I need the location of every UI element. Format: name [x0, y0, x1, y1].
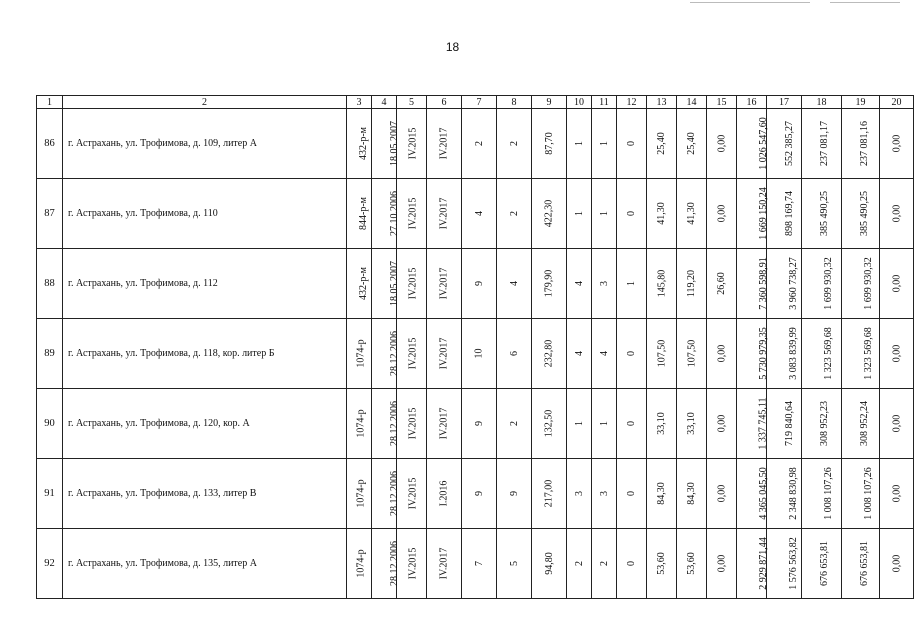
value-cell — [372, 249, 400, 319]
cell-value: 898 169,74 — [784, 191, 795, 236]
value-cell — [347, 319, 372, 389]
value-cell — [427, 459, 462, 529]
cell-value: 308 952,24 — [859, 401, 870, 446]
cell-value: 1 — [573, 211, 585, 216]
cell-value: 432-р-м — [358, 267, 369, 300]
value-cell — [462, 249, 497, 319]
cell-value: 1074-р — [355, 479, 367, 508]
cell-value: 2 348 830,98 — [787, 467, 799, 520]
value-cell — [397, 389, 427, 459]
cell-value: 107,50 — [686, 339, 697, 368]
value-cell — [427, 529, 462, 599]
cell-value: I.2016 — [438, 480, 450, 507]
value-cell — [737, 249, 767, 319]
value-cell — [567, 319, 592, 389]
cell-value: 28.12.2006 — [389, 401, 400, 446]
column-header: 20 — [880, 96, 914, 109]
value-cell — [880, 459, 914, 529]
address-cell: г. Астрахань, ул. Трофимова, д. 112 — [63, 249, 347, 319]
cell-value: 1074-р — [355, 409, 367, 438]
value-cell — [397, 459, 427, 529]
value-cell — [647, 109, 677, 179]
value-cell — [802, 529, 842, 599]
cell-value: 0 — [626, 421, 637, 426]
value-cell — [647, 529, 677, 599]
value-cell — [567, 109, 592, 179]
value-cell — [372, 459, 400, 529]
value-cell — [532, 389, 567, 459]
cell-value: 676 653,81 — [819, 541, 830, 586]
column-header: 7 — [462, 96, 497, 109]
cell-value: 2 — [508, 421, 520, 426]
table-row — [37, 179, 914, 249]
value-cell — [677, 389, 707, 459]
value-cell — [462, 459, 497, 529]
value-cell — [617, 179, 647, 249]
value-cell — [677, 109, 707, 179]
address-cell: г. Астрахань, ул. Трофимова, д. 118, кор. литер Б — [63, 319, 347, 389]
value-cell — [880, 109, 914, 179]
column-header: 6 — [427, 96, 462, 109]
value-cell — [647, 459, 677, 529]
value-cell — [707, 529, 737, 599]
cell-value: 33,10 — [686, 412, 697, 435]
value-cell — [802, 389, 842, 459]
cell-value: IV.2015 — [407, 477, 419, 510]
value-cell — [567, 179, 592, 249]
value-cell — [737, 319, 767, 389]
address-cell: г. Астрахань, ул. Трофимова, д. 109, литер А — [63, 109, 347, 179]
value-cell — [707, 109, 737, 179]
value-cell — [880, 529, 914, 599]
value-cell — [532, 529, 567, 599]
value-cell — [767, 179, 802, 249]
value-cell — [880, 319, 914, 389]
value-cell — [647, 319, 677, 389]
table-row — [37, 529, 914, 599]
cell-value: 25,40 — [686, 132, 697, 155]
cell-value: IV.2015 — [407, 547, 419, 580]
value-cell — [617, 109, 647, 179]
cell-value: IV.2017 — [438, 407, 450, 440]
table-row — [37, 109, 914, 179]
column-header: 14 — [677, 96, 707, 109]
value-cell — [592, 319, 617, 389]
column-header: 15 — [707, 96, 737, 109]
cell-value: 5 — [508, 561, 520, 566]
value-cell — [842, 529, 880, 599]
value-cell — [842, 389, 880, 459]
column-header: 17 — [767, 96, 802, 109]
cell-value: 41,30 — [686, 202, 697, 225]
value-cell — [767, 389, 802, 459]
cell-value: 87,70 — [543, 132, 555, 155]
value-cell — [767, 529, 802, 599]
value-cell — [677, 319, 707, 389]
cell-value: 3 — [598, 281, 610, 286]
cell-value: 0,00 — [716, 554, 727, 573]
value-cell — [617, 319, 647, 389]
value-cell — [347, 249, 372, 319]
cell-value: 18.05.2007 — [389, 261, 400, 306]
value-cell — [647, 249, 677, 319]
value-cell — [617, 389, 647, 459]
cell-value: 237 081,16 — [859, 121, 870, 166]
value-cell — [497, 319, 532, 389]
cell-value: 4 — [573, 351, 585, 356]
cell-value: 0,00 — [891, 204, 902, 223]
value-cell — [707, 179, 737, 249]
value-cell — [842, 459, 880, 529]
value-cell — [567, 459, 592, 529]
cell-value: 53,60 — [686, 552, 697, 575]
cell-value: 237 081,17 — [819, 121, 830, 166]
table-row — [37, 319, 914, 389]
cell-value: IV.2015 — [407, 267, 419, 300]
cell-value: 1 — [626, 281, 637, 286]
value-cell — [347, 109, 372, 179]
cell-value: 0,00 — [716, 344, 727, 363]
column-header: 8 — [497, 96, 532, 109]
cell-value: 132,50 — [543, 409, 555, 438]
value-cell — [462, 529, 497, 599]
value-cell — [427, 319, 462, 389]
value-cell — [617, 249, 647, 319]
cell-value: 7 360 598,91 — [757, 257, 769, 310]
cell-value: 0,00 — [891, 484, 902, 503]
cell-value: 9 — [508, 491, 520, 496]
cell-value: 0 — [626, 351, 637, 356]
address-cell: г. Астрахань, ул. Трофимова, д. 110 — [63, 179, 347, 249]
value-cell — [880, 249, 914, 319]
table-header-row — [37, 96, 914, 109]
cell-value: 2 — [573, 561, 585, 566]
column-header: 4 — [372, 96, 397, 109]
cell-value: 422,30 — [543, 199, 555, 228]
column-header: 3 — [347, 96, 372, 109]
cell-value: 3 — [598, 491, 610, 496]
address-cell: г. Астрахань, ул. Трофимова, д. 133, литер В — [63, 459, 347, 529]
cell-value: 4 — [473, 211, 485, 216]
cell-value: IV.2015 — [407, 127, 419, 160]
value-cell — [397, 109, 427, 179]
cell-value: 0 — [626, 211, 637, 216]
value-cell — [397, 249, 427, 319]
cell-value: 1 — [573, 421, 585, 426]
value-cell — [567, 249, 592, 319]
cell-value: 308 952,23 — [819, 401, 830, 446]
row-number-cell: 88 — [37, 249, 63, 319]
cell-value: 432-р-м — [358, 127, 369, 160]
value-cell — [677, 179, 707, 249]
row-number-cell: 87 — [37, 179, 63, 249]
cell-value: 1074-р — [355, 549, 367, 578]
cell-value: 232,80 — [543, 339, 555, 368]
value-cell — [842, 179, 880, 249]
value-cell — [592, 459, 617, 529]
value-cell — [462, 179, 497, 249]
value-cell — [737, 179, 767, 249]
cell-value: 2 — [508, 211, 520, 216]
value-cell — [427, 179, 462, 249]
column-header: 16 — [737, 96, 767, 109]
cell-value: 6 — [508, 351, 520, 356]
value-cell — [372, 179, 400, 249]
cell-value: IV.2017 — [438, 547, 450, 580]
cell-value: 4 365 045,50 — [757, 467, 769, 520]
cell-value: 145,80 — [656, 269, 667, 298]
value-cell — [497, 109, 532, 179]
cell-value: 719 840,64 — [784, 401, 795, 446]
cell-value: 2 — [508, 141, 520, 146]
cell-value: 0,00 — [716, 484, 727, 503]
cell-value: 94,80 — [543, 552, 555, 575]
cell-value: 18.05.2007 — [389, 121, 400, 166]
value-cell — [532, 319, 567, 389]
value-cell — [532, 109, 567, 179]
cell-value: 27.10.2006 — [389, 191, 400, 236]
value-cell — [767, 459, 802, 529]
top-edge-line — [830, 2, 900, 3]
table-row — [37, 459, 914, 529]
value-cell — [647, 389, 677, 459]
cell-value: 1 669 150,24 — [757, 187, 769, 240]
cell-value: 1 699 930,32 — [862, 257, 874, 310]
cell-value: 1 699 930,32 — [822, 257, 834, 310]
cell-value: 0,00 — [891, 134, 902, 153]
cell-value: 9 — [473, 281, 485, 286]
value-cell — [880, 389, 914, 459]
address-cell: г. Астрахань, ул. Трофимова, д. 135, литер А — [63, 529, 347, 599]
cell-value: 1 — [573, 141, 585, 146]
row-number-cell: 92 — [37, 529, 63, 599]
row-number-cell: 89 — [37, 319, 63, 389]
value-cell — [592, 249, 617, 319]
cell-value: 0,00 — [716, 204, 727, 223]
value-cell — [842, 319, 880, 389]
cell-value: 41,30 — [656, 202, 667, 225]
cell-value: 2 929 871,44 — [757, 537, 769, 590]
value-cell — [802, 319, 842, 389]
cell-value: 1 337 745,11 — [757, 397, 769, 450]
cell-value: 1 008 107,26 — [862, 467, 874, 520]
cell-value: 1 — [598, 421, 610, 426]
cell-value: 0,00 — [891, 344, 902, 363]
value-cell — [737, 389, 767, 459]
value-cell — [592, 109, 617, 179]
column-header: 19 — [842, 96, 880, 109]
page-number: 18 — [445, 40, 460, 54]
cell-value: IV.2017 — [438, 337, 450, 370]
cell-value: 1 — [598, 211, 610, 216]
cell-value: 1 323 569,68 — [822, 327, 834, 380]
row-number-cell: 86 — [37, 109, 63, 179]
value-cell — [497, 459, 532, 529]
value-cell — [497, 389, 532, 459]
value-cell — [397, 319, 427, 389]
cell-value: 0,00 — [891, 414, 902, 433]
value-cell — [707, 389, 737, 459]
cell-value: 7 — [473, 561, 485, 566]
cell-value: 1 008 107,26 — [822, 467, 834, 520]
cell-value: 385 490,25 — [819, 191, 830, 236]
value-cell — [647, 179, 677, 249]
cell-value: 552 385,27 — [784, 121, 795, 166]
column-header: 12 — [617, 96, 647, 109]
value-cell — [617, 459, 647, 529]
value-cell — [372, 319, 400, 389]
row-number-cell: 90 — [37, 389, 63, 459]
top-edge-line — [690, 2, 810, 3]
value-cell — [592, 179, 617, 249]
value-cell — [707, 319, 737, 389]
column-header: 1 — [37, 96, 63, 109]
cell-value: 84,30 — [686, 482, 697, 505]
cell-value: 5 730 979,35 — [757, 327, 769, 380]
cell-value: 1 323 569,68 — [862, 327, 874, 380]
cell-value: 179,90 — [543, 269, 555, 298]
column-header: 18 — [802, 96, 842, 109]
cell-value: 0,00 — [891, 274, 902, 293]
value-cell — [347, 179, 372, 249]
value-cell — [592, 389, 617, 459]
cell-value: 28.12.2006 — [389, 541, 400, 586]
column-header: 2 — [63, 96, 347, 109]
cell-value: 3 960 738,27 — [787, 257, 799, 310]
table-row — [37, 249, 914, 319]
row-number-cell: 91 — [37, 459, 63, 529]
value-cell — [842, 249, 880, 319]
column-header: 9 — [532, 96, 567, 109]
value-cell — [677, 459, 707, 529]
cell-value: IV.2015 — [407, 197, 419, 230]
value-cell — [802, 109, 842, 179]
cell-value: IV.2017 — [438, 267, 450, 300]
value-cell — [842, 109, 880, 179]
value-cell — [397, 179, 427, 249]
value-cell — [427, 249, 462, 319]
value-cell — [767, 249, 802, 319]
cell-value: 0,00 — [891, 554, 902, 573]
value-cell — [617, 529, 647, 599]
value-cell — [462, 389, 497, 459]
value-cell — [497, 179, 532, 249]
value-cell — [880, 179, 914, 249]
value-cell — [347, 459, 372, 529]
cell-value: 4 — [508, 281, 520, 286]
value-cell — [707, 249, 737, 319]
cell-value: 1 576 563,82 — [787, 537, 799, 590]
cell-value: 28.12.2006 — [389, 471, 400, 516]
value-cell — [372, 109, 400, 179]
value-cell — [592, 529, 617, 599]
value-cell — [767, 319, 802, 389]
table-row — [37, 389, 914, 459]
cell-value: 9 — [473, 491, 485, 496]
value-cell — [532, 459, 567, 529]
cell-value: IV.2017 — [438, 197, 450, 230]
column-header: 5 — [397, 96, 427, 109]
value-cell — [532, 179, 567, 249]
value-cell — [737, 459, 767, 529]
cell-value: 385 490,25 — [859, 191, 870, 236]
value-cell — [737, 529, 767, 599]
column-header: 11 — [592, 96, 617, 109]
value-cell — [497, 249, 532, 319]
cell-value: 10 — [473, 348, 485, 359]
cell-value: 844-р-м — [358, 197, 369, 230]
value-cell — [372, 389, 400, 459]
cell-value: 119,20 — [685, 269, 697, 298]
cell-value: 0 — [626, 491, 637, 496]
cell-value: 9 — [473, 421, 485, 426]
value-cell — [372, 529, 400, 599]
value-cell — [567, 529, 592, 599]
value-cell — [802, 459, 842, 529]
cell-value: 3 — [573, 491, 585, 496]
value-cell — [347, 389, 372, 459]
cell-value: 53,60 — [656, 552, 667, 575]
cell-value: 84,30 — [656, 482, 667, 505]
cell-value: 26,60 — [716, 272, 727, 295]
value-cell — [427, 389, 462, 459]
cell-value: 1074-р — [355, 339, 367, 368]
value-cell — [397, 529, 427, 599]
cell-value: 3 083 839,99 — [787, 327, 799, 380]
value-cell — [532, 249, 567, 319]
cell-value: 1 026 547,60 — [757, 117, 769, 170]
value-cell — [737, 109, 767, 179]
column-header: 10 — [567, 96, 592, 109]
address-cell: г. Астрахань, ул. Трофимова, д. 120, кор. А — [63, 389, 347, 459]
value-cell — [767, 109, 802, 179]
value-cell — [462, 109, 497, 179]
cell-value: 0,00 — [716, 134, 727, 153]
value-cell — [567, 389, 592, 459]
cell-value: IV.2015 — [407, 337, 419, 370]
value-cell — [677, 529, 707, 599]
cell-value: 217,00 — [543, 479, 555, 508]
cell-value: 33,10 — [656, 412, 667, 435]
cell-value: 25,40 — [656, 132, 667, 155]
value-cell — [462, 319, 497, 389]
cell-value: 4 — [573, 281, 585, 286]
cell-value: 28.12.2006 — [389, 331, 400, 376]
cell-value: 0,00 — [716, 414, 727, 433]
value-cell — [802, 249, 842, 319]
cell-value: 2 — [473, 141, 485, 146]
cell-value: 2 — [598, 561, 610, 566]
cell-value: 0 — [626, 561, 637, 566]
value-cell — [707, 459, 737, 529]
value-cell — [497, 529, 532, 599]
cell-value: IV.2015 — [407, 407, 419, 440]
column-header: 13 — [647, 96, 677, 109]
cell-value: 107,50 — [656, 339, 667, 368]
value-cell — [347, 529, 372, 599]
cell-value: 1 — [598, 141, 610, 146]
data-table — [36, 95, 914, 599]
cell-value: 0 — [626, 141, 637, 146]
cell-value: 4 — [598, 351, 610, 356]
value-cell — [802, 179, 842, 249]
value-cell — [427, 109, 462, 179]
cell-value: IV.2017 — [438, 127, 450, 160]
cell-value: 676 653,81 — [859, 541, 870, 586]
value-cell — [677, 249, 707, 319]
